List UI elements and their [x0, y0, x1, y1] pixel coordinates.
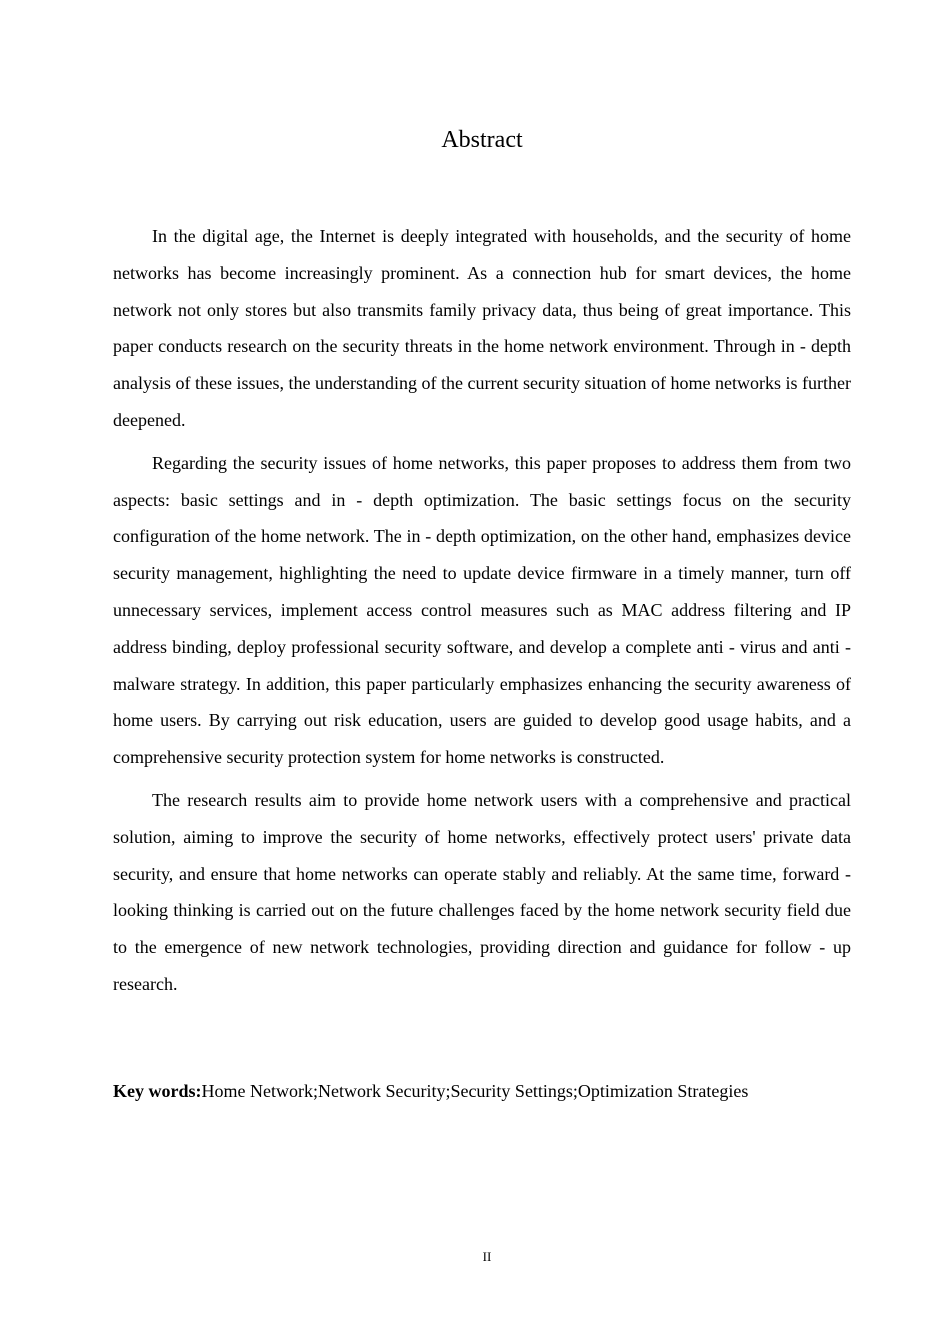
- keywords-line: [113, 1075, 873, 1107]
- page-title: Abstract: [441, 127, 523, 153]
- abstract-paragraph-2: Regarding the security issues of home networks, this paper proposes to address them from two aspects: basic settings and in - depth optimization. The basic settings focus on the security configuration of the home network. The in - depth optimization, on the other hand, emphasizes device security management, highlighting the need to update device firmware in a timely manner, turn off unnecessary services, implement access control measures such as MAC address filtering and IP address binding, deploy professional security software, and develop a complete anti - virus and anti - malware strategy. In addition, this paper particularly emphasizes enhancing the security awareness of home users. By carrying out risk education, users are guided to develop good usage habits, and a comprehensive security protection system for home networks is constructed.: [113, 452, 851, 768]
- abstract-body: [113, 218, 851, 1009]
- keywords-value: Home Network;Network Security;Security Settings;Optimization Strategies: [201, 1081, 749, 1101]
- keywords-label: Key words:: [113, 1081, 202, 1101]
- abstract-paragraph-3: The research results aim to provide home network users with a comprehensive and practical solution, aiming to improve the security of home networks, effectively protect users' private data security, and ensure that home networks can operate stably and reliably. At the same time, forward - looking thinking is carried out on the future challenges faced by the home network security field due to the emergence of new network technologies, providing direction and guidance for follow - up research.: [113, 789, 851, 994]
- page-number: II: [482, 1249, 492, 1264]
- abstract-paragraph-1: In the digital age, the Internet is deeply integrated with households, and the security of home networks has become increasingly prominent. As a connection hub for smart devices, the home network not only stores but also transmits family privacy data, thus being of great importance. This paper conducts research on the security threats in the home network environment. Through in - depth analysis of these issues, the understanding of the current security situation of home networks is further deepened.: [113, 226, 851, 430]
